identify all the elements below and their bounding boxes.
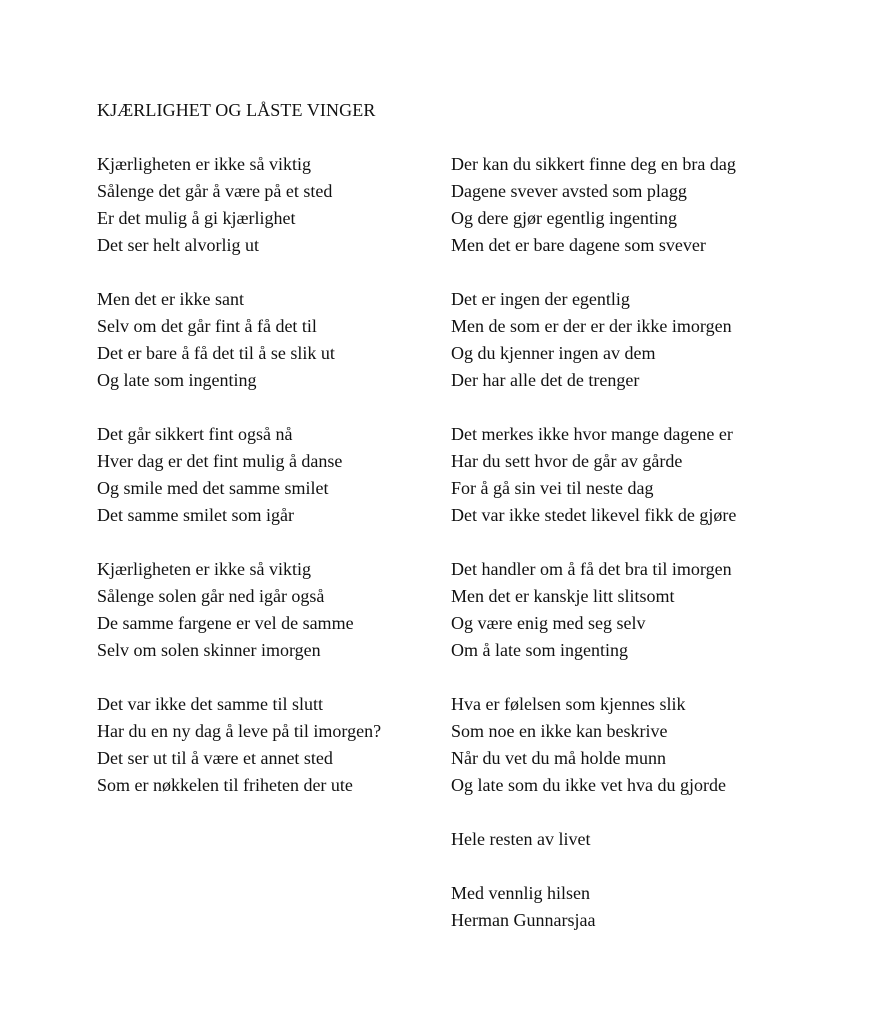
poem-line: Det er ingen der egentlig — [451, 289, 630, 309]
poem-line: Hver dag er det fint mulig å danse — [97, 451, 343, 471]
stanza — [451, 286, 736, 394]
poem-line: Men det er kanskje litt slitsomt — [451, 586, 675, 606]
poem-line: Og late som du ikke vet hva du gjorde — [451, 775, 726, 795]
poem-line: Som noe en ikke kan beskrive — [451, 721, 668, 741]
poem-line: Det ser ut til å være et annet sted — [97, 748, 333, 768]
poem-line: Er det mulig å gi kjærlighet — [97, 208, 296, 228]
poem-line: Det er bare å få det til å se slik ut — [97, 343, 335, 363]
poem-line: Selv om solen skinner imorgen — [97, 640, 321, 660]
poem-line: De samme fargene er vel de samme — [97, 613, 354, 633]
poem-line: Det merkes ikke hvor mange dagene er — [451, 424, 733, 444]
stanza — [97, 691, 381, 799]
stanza — [97, 421, 381, 529]
poem-line: Det var ikke det samme til slutt — [97, 694, 323, 714]
poem-line: Men det er ikke sant — [97, 289, 244, 309]
poem-line: Det går sikkert fint også nå — [97, 424, 293, 444]
stanza — [97, 286, 381, 394]
poem-line: Det handler om å få det bra til imorgen — [451, 559, 732, 579]
poem-line: Har du sett hvor de går av gårde — [451, 451, 683, 471]
poem-line: Og smile med det samme smilet — [97, 478, 329, 498]
poem-line: For å gå sin vei til neste dag — [451, 478, 654, 498]
poem-line: Og late som ingenting — [97, 370, 257, 390]
poem-line: Kjærligheten er ikke så viktig — [97, 154, 311, 174]
poem-line: Der kan du sikkert finne deg en bra dag — [451, 154, 736, 174]
poem-line: Og dere gjør egentlig ingenting — [451, 208, 677, 228]
poem-line: Dagene svever avsted som plagg — [451, 181, 687, 201]
signature-block — [451, 880, 736, 934]
author-name: Herman Gunnarsjaa — [451, 910, 596, 930]
stanza — [97, 151, 381, 259]
poem-line: Hva er følelsen som kjennes slik — [451, 694, 686, 714]
stanza — [451, 421, 736, 529]
poem-line: Og du kjenner ingen av dem — [451, 343, 656, 363]
poem-line: Sålenge solen går ned igår også — [97, 586, 325, 606]
poem-line: Men det er bare dagene som svever — [451, 235, 706, 255]
stanza — [97, 556, 381, 664]
left-column — [97, 151, 381, 826]
poem-line: Som er nøkkelen til friheten der ute — [97, 775, 353, 795]
poem-line: Har du en ny dag å leve på til imorgen? — [97, 721, 382, 741]
salutation: Med vennlig hilsen — [451, 883, 590, 903]
poem-line: Det samme smilet som igår — [97, 505, 294, 525]
stanza — [451, 151, 736, 259]
poem-line: Der har alle det de trenger — [451, 370, 640, 390]
poem-title: KJÆRLIGHET OG LÅSTE VINGER — [97, 100, 376, 120]
poem-line: Kjærligheten er ikke så viktig — [97, 559, 311, 579]
poem-line: Og være enig med seg selv — [451, 613, 646, 633]
right-column — [451, 151, 736, 961]
closing-line — [451, 826, 736, 853]
poem-line: Sålenge det går å være på et sted — [97, 181, 333, 201]
poem-line: Om å late som ingenting — [451, 640, 628, 660]
poem-line: Det var ikke stedet likevel fikk de gjøre — [451, 505, 737, 525]
stanza — [451, 691, 736, 799]
poem-line: Men de som er der er der ikke imorgen — [451, 316, 732, 336]
poem-line: Det ser helt alvorlig ut — [97, 235, 259, 255]
poem-line: Når du vet du må holde munn — [451, 748, 666, 768]
poem-line: Hele resten av livet — [451, 829, 591, 849]
poem-line: Selv om det går fint å få det til — [97, 316, 317, 336]
stanza — [451, 556, 736, 664]
